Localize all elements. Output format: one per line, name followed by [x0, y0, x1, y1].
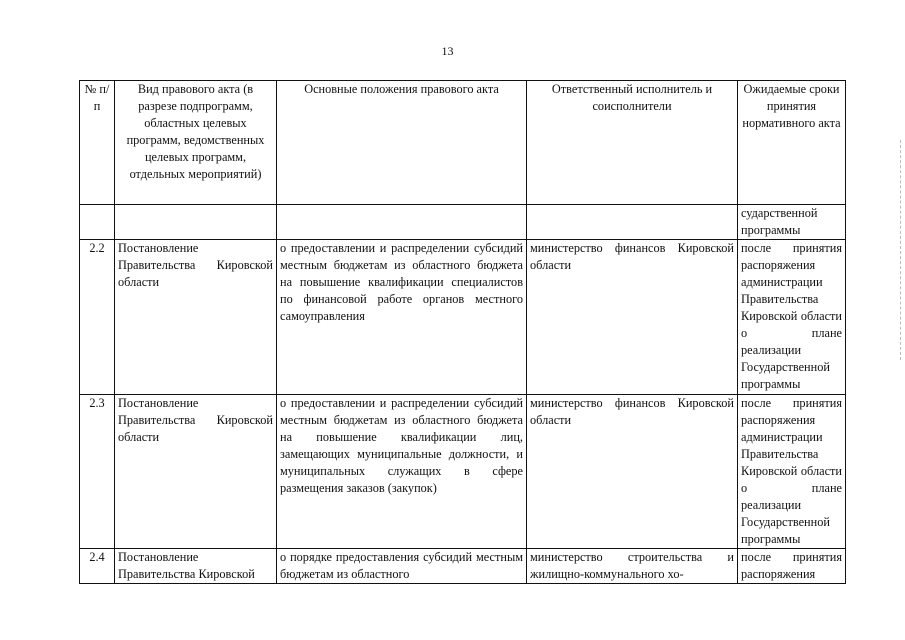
- cell-deadline: после принятия распоряжения администрации Правительства Кировской области о плане реализации Государственной программы: [738, 395, 846, 549]
- cell-provisions: о предоставлении и распределении субсидий местным бюджетам из областного бюджета на повышение квалификации специалистов по финансовой работе органов местного самоуправления: [277, 240, 527, 395]
- legal-acts-table: [79, 80, 846, 584]
- cell-act-type: Постановление Правительства Кировской области: [115, 395, 277, 549]
- table-row: [80, 549, 846, 584]
- header-deadline: Ожидаемые сроки принятия нормативного акта: [738, 81, 846, 205]
- header-executor: Ответственный исполнитель и соисполнители: [527, 81, 738, 205]
- cell-executor: министерство финансов Кировской области: [527, 240, 738, 395]
- cell-executor: министерство финансов Кировской области: [527, 395, 738, 549]
- cell-provisions: о предоставлении и распределении субсидий местным бюджетам из областного бюджета на повышение квалификации лиц, замещающих муниципальные должности, и муниципальных служащих в сфере размещения заказов (закупок): [277, 395, 527, 549]
- cell-executor: [527, 205, 738, 240]
- table-row: [80, 395, 846, 549]
- cell-deadline: сударственной программы: [738, 205, 846, 240]
- scan-edge-line: [900, 140, 902, 360]
- page-number: 13: [441, 44, 454, 58]
- cell-deadline: после принятия распоряжения администрации Правительства Кировской области о плане реализации Государственной программы: [738, 240, 846, 395]
- table-row: [80, 240, 846, 395]
- cell-act-type: Постановление Правительства Кировской области: [115, 240, 277, 395]
- cell-executor: министерство строительства и жилищно-коммунального хо-: [527, 549, 738, 584]
- cell-provisions: о порядке предоставления субсидий местным бюджетам из областного: [277, 549, 527, 584]
- table-row-continuation: [80, 205, 846, 240]
- header-provisions: Основные положения правового акта: [277, 81, 527, 205]
- cell-deadline: после принятия распоряжения: [738, 549, 846, 584]
- cell-number: 2.4: [80, 549, 115, 584]
- cell-act-type: Постановление Правительства Кировской: [115, 549, 277, 584]
- cell-act-type: [115, 205, 277, 240]
- cell-number: 2.3: [80, 395, 115, 549]
- table-header-row: [80, 81, 846, 205]
- header-number: № п/п: [80, 81, 115, 205]
- cell-provisions: [277, 205, 527, 240]
- cell-number: 2.2: [80, 240, 115, 395]
- header-act-type: Вид правового акта (в разрезе подпрограмм, областных целевых программ, ведомственных целевых программ, отдельных мероприятий): [115, 81, 277, 205]
- cell-number: [80, 205, 115, 240]
